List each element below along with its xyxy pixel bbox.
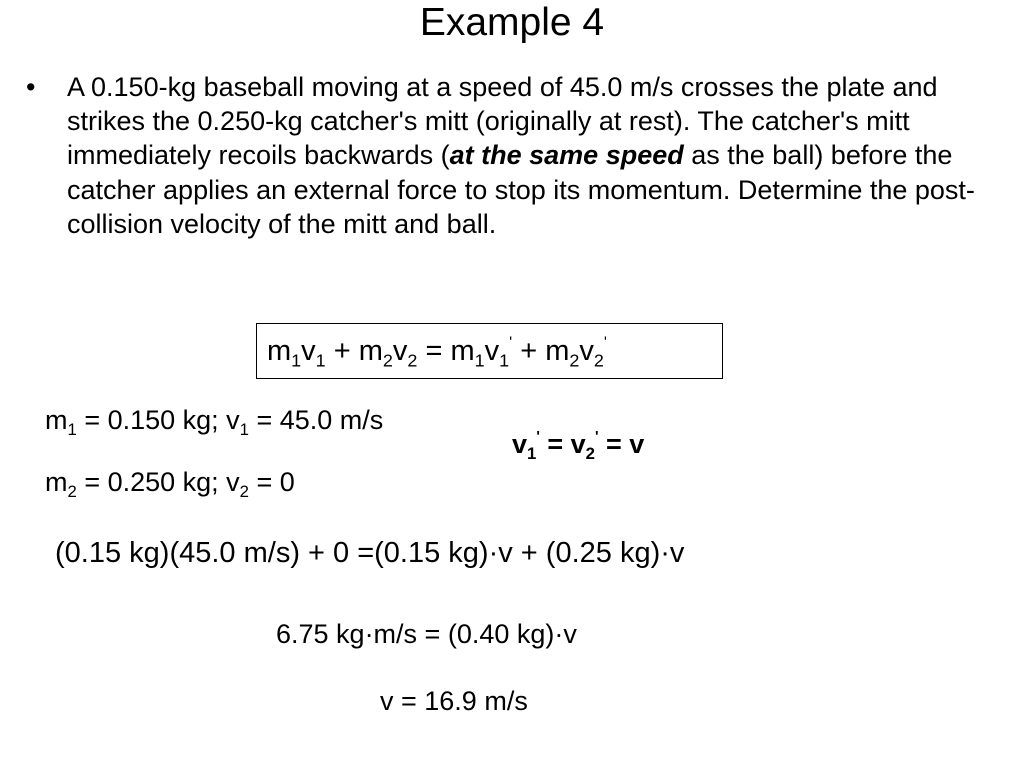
relation-sub: 2	[585, 443, 595, 463]
eq-op: +	[325, 335, 359, 367]
given-value: = 45.0 m/s	[248, 405, 384, 435]
given-value: = 0.250 kg; v	[76, 467, 240, 497]
eq-sub: 2	[382, 350, 393, 371]
relation-prime: '	[594, 429, 599, 446]
eq-prime: '	[509, 334, 513, 352]
eq-sub: 2	[569, 350, 580, 371]
given-sub: 2	[67, 481, 77, 501]
eq-term: v	[484, 335, 500, 367]
eq-sub: 2	[407, 350, 418, 371]
given-term: m	[45, 467, 68, 497]
eq-sub: 1	[291, 350, 302, 371]
eq-term: v	[579, 335, 594, 367]
eq-sub: 1	[474, 350, 485, 371]
relation-term: = v	[598, 429, 645, 459]
eq-term: v	[301, 335, 316, 367]
problem-text-part2: as the ball) before the catcher applies an external force to stop its momentum. Determine the post-collision velocity of the mitt and ball.	[67, 140, 975, 239]
given-value: = 0	[248, 467, 295, 497]
given-value: = 0.150 kg; v	[76, 405, 240, 435]
eq-prime: '	[603, 334, 607, 352]
given-ball	[45, 404, 384, 439]
given-mitt	[45, 466, 295, 501]
slide-title: Example 4	[419, 1, 605, 44]
eq-term: m	[358, 335, 383, 367]
eq-sub: 1	[499, 350, 510, 371]
eq-term: m	[545, 335, 570, 367]
velocity-relation	[512, 428, 645, 463]
problem-emphasis: at the same speed	[449, 140, 684, 171]
final-result: v = 16.9 m/s	[380, 686, 528, 716]
given-sub: 1	[239, 419, 249, 439]
simplification-step: 6.75 kg·m/s = (0.40 kg)·v	[276, 619, 577, 649]
bullet-marker: •	[26, 72, 36, 102]
relation-term: = v	[539, 429, 586, 459]
eq-term: v	[392, 335, 408, 367]
eq-op: +	[512, 335, 546, 367]
given-term: m	[45, 405, 68, 435]
given-sub: 2	[239, 481, 249, 501]
eq-term: m	[450, 335, 475, 367]
relation-prime: '	[536, 429, 540, 446]
given-sub: 1	[67, 419, 77, 439]
problem-statement	[67, 70, 997, 241]
relation-term: v	[512, 429, 528, 459]
problem-text-part1: A 0.150-kg baseball moving at a speed of 45.0 m/s crosses the plate and strikes the 0.250-kg catcher's mitt (originally at rest). The catcher's mitt immediately recoils backwards (	[67, 72, 938, 171]
eq-term: m	[267, 335, 292, 367]
substitution-step: (0.15 kg)(45.0 m/s) + 0 =(0.15 kg)·v + (0.25 kg)·v	[55, 537, 685, 569]
eq-sub: 1	[315, 350, 326, 371]
eq-sub: 2	[593, 350, 604, 371]
eq-op: =	[417, 335, 451, 367]
momentum-equation-box	[256, 323, 723, 379]
relation-sub: 1	[527, 443, 537, 463]
